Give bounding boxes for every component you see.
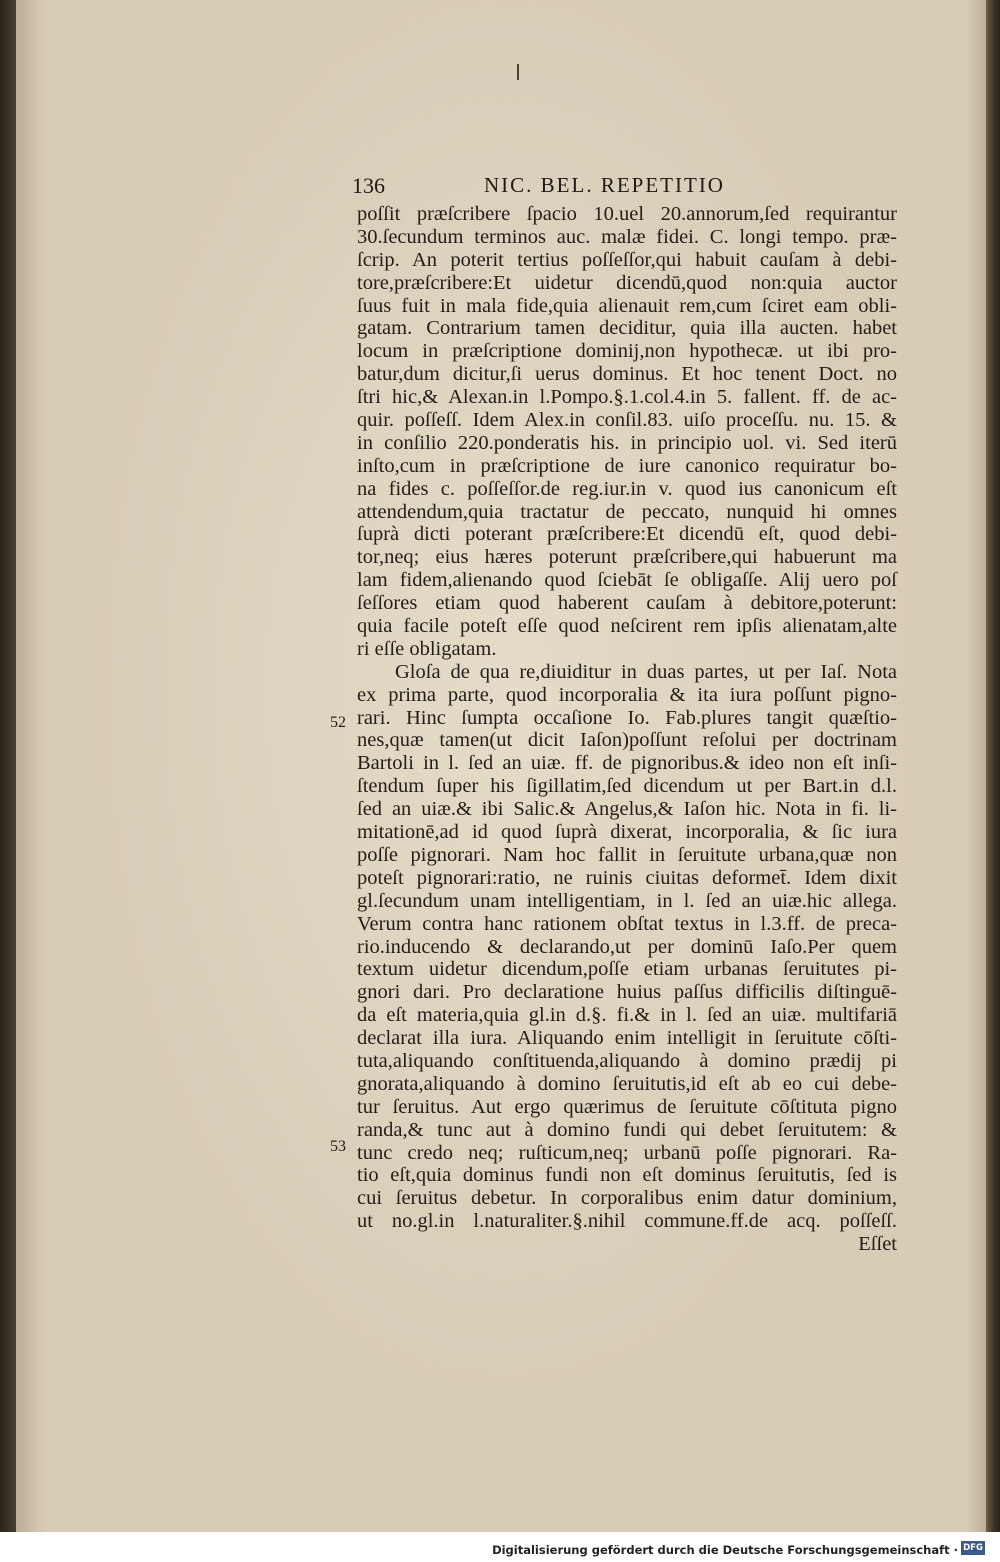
- text-line: ri eſſe obligatam.: [357, 637, 497, 660]
- text-line: inſto,cum in præſcriptione de iure canonico requiratur bo-: [357, 454, 897, 477]
- catchword: Eſſet: [858, 1233, 897, 1256]
- page-number: 136: [352, 173, 385, 198]
- text-line: ut no.gl.in l.naturaliter.§.nihil commune.ff.de acq. poſſeſſ.: [357, 1210, 897, 1233]
- text-line: rari. Hinc ſumpta occaſione Io. Fab.plures tangit quæſtio-: [357, 706, 897, 729]
- text-line: tio eſt,quia dominus fundi non eſt dominus ſeruitutis, ſed is: [357, 1164, 897, 1187]
- text-line: da eſt materia,quia gl.in d.§. fi.& in l. ſed an uiæ. multifariā: [357, 1004, 897, 1027]
- text-line: declarat illa iura. Aliquando enim intelligit in ſeruitute cōſti-: [357, 1027, 897, 1050]
- text-line: ſuus fuit in mala fide,quia alienauit rem,cum ſciret eam obli-: [357, 294, 897, 317]
- top-mark: [517, 64, 519, 80]
- text-line: Verum contra hanc rationem obſtat textus in l.3.ff. de preca-: [357, 912, 897, 935]
- text-line: tor,neq; eius hæres poterunt præſcribere,qui habuerunt ma: [357, 546, 897, 569]
- text-line: gnori dari. Pro declaratione huius paſſus difficilis diſtinguē-: [357, 981, 897, 1004]
- page-edge: [986, 0, 1000, 1532]
- running-title: NIC. BEL. REPETITIO: [484, 173, 725, 197]
- text-line: mitationē,ad id quod ſuprà dixerat, incorporalia, & ſic iura: [357, 821, 897, 844]
- text-line: ſuprà dicti poterant præſcribere:Et dicendū eſt, quod debi-: [357, 523, 897, 546]
- text-line: nes,quæ tamen(ut dicit Iaſon)poſſunt reſolui per doctrinam: [357, 729, 897, 752]
- text-line: Gloſa de qua re,diuiditur in duas partes, ut per Iaſ. Nota: [395, 660, 897, 683]
- text-line: Bartoli in l. ſed an uiæ. ff. de pignoribus.& ideo non eſt inſi-: [357, 752, 897, 775]
- text-line: poſſit præſcribere ſpacio 10.uel 20.annorum,ſed requirantur: [357, 203, 897, 225]
- text-line: ſtendum ſuper his ſigillatim,ſed dicendum ut per Bart.in d.l.: [357, 775, 897, 798]
- text-line: randa,& tunc aut à domino fundi qui debet ſeruitutem: &: [357, 1118, 897, 1141]
- text-line: ſcrip. An poterit tertius poſſeſſor,qui habuit cauſam à debi-: [357, 248, 897, 271]
- margin-note-53: 53: [330, 1138, 346, 1155]
- text-line: textum uidetur dicendum,poſſe etiam urbanas ſeruitutes pi-: [357, 958, 897, 981]
- text-line: na fides c. poſſeſſor.de reg.iur.in v. quod ius canonicum eſt: [357, 477, 897, 500]
- page-header: [352, 173, 894, 203]
- text-line: tunc credo neq; ruſticum,neq; urbanū poſſe pignorari. Ra-: [357, 1141, 897, 1164]
- text-line: poſſe pignorari. Nam hoc fallit in ſeruitute urbana,quæ non: [357, 843, 897, 866]
- text-line: gnorata,aliquando à domino ſeruitutis,id eſt ab eo cui debe-: [357, 1072, 897, 1095]
- text-line: attendendum,quia tractatur de peccato, nunquid hi omnes: [357, 500, 897, 523]
- text-line: batur,dum dicitur,ſi uerus dominus. Et hoc tenent Doct. no: [357, 363, 897, 386]
- text-line: lam fidem,alienando quod ſciebāt ſe obligaſſe. Alij uero poſ: [357, 569, 897, 592]
- body-text: [357, 203, 897, 1256]
- text-line: locum in præſcriptione dominij,non hypothecæ. ut ibi pro-: [357, 340, 897, 363]
- text-line: ſeſſores etiam quod haberent cauſam à debitore,poterunt:: [357, 592, 897, 615]
- text-line: ſtri hic,& Alexan.in l.Pompo.§.1.col.4.in 5. fallent. ff. de ac-: [357, 386, 897, 409]
- text-line: tore,præſcribere:Et uidetur dicendū,quod non:quia auctor: [357, 271, 897, 294]
- text-line: tuta,aliquando conſtituenda,aliquando à domino prædij pi: [357, 1049, 897, 1072]
- dfg-logo[interactable]: DFG: [961, 1541, 985, 1555]
- text-line: 30.ſecundum terminos auc. malæ fidei. C. longi tempo. præ-: [357, 225, 897, 248]
- text-line: poteſt pignorari:ratio, ne ruinis ciuitas deformet̄. Idem dixit: [357, 866, 897, 889]
- text-line: gatam. Contrarium tamen deciditur, quia illa aucten. habet: [357, 317, 897, 340]
- text-line: gl.ſecundum unam intelligentiam, in l. ſed an uiæ.hic allega.: [357, 889, 897, 912]
- margin-note-52: 52: [330, 714, 346, 731]
- text-line: tur ſeruitus. Aut ergo quærimus de ſeruitute cōſtituta pigno: [357, 1095, 897, 1118]
- text-line: quir. poſſeſſ. Idem Alex.in conſil.83. uiſo proceſſu. nu. 15. &: [357, 409, 897, 432]
- text-line: in conſilio 220.ponderatis his. in principio uol. vi. Sed iterū: [357, 431, 897, 454]
- text-line: quia facile poteſt eſſe quod neſcirent rem ipſis alienatam,alte: [357, 615, 897, 638]
- text-line: ſed an uiæ.& ibi Salic.& Angelus,& Iaſon hic. Nota in fi. li-: [357, 798, 897, 821]
- binding-edge: [0, 0, 16, 1532]
- text-line: cui ſeruitus debetur. In corporalibus enim datur dominium,: [357, 1187, 897, 1210]
- text-line: ex prima parte, quod incorporalia & ita iura poſſunt pigno-: [357, 683, 897, 706]
- text-line: rio.inducendo & declarando,ut per dominū Iaſo.Per quem: [357, 935, 897, 958]
- footer-credit: Digitalisierung gefördert durch die Deutsche Forschungsgemeinschaft ·: [492, 1543, 958, 1557]
